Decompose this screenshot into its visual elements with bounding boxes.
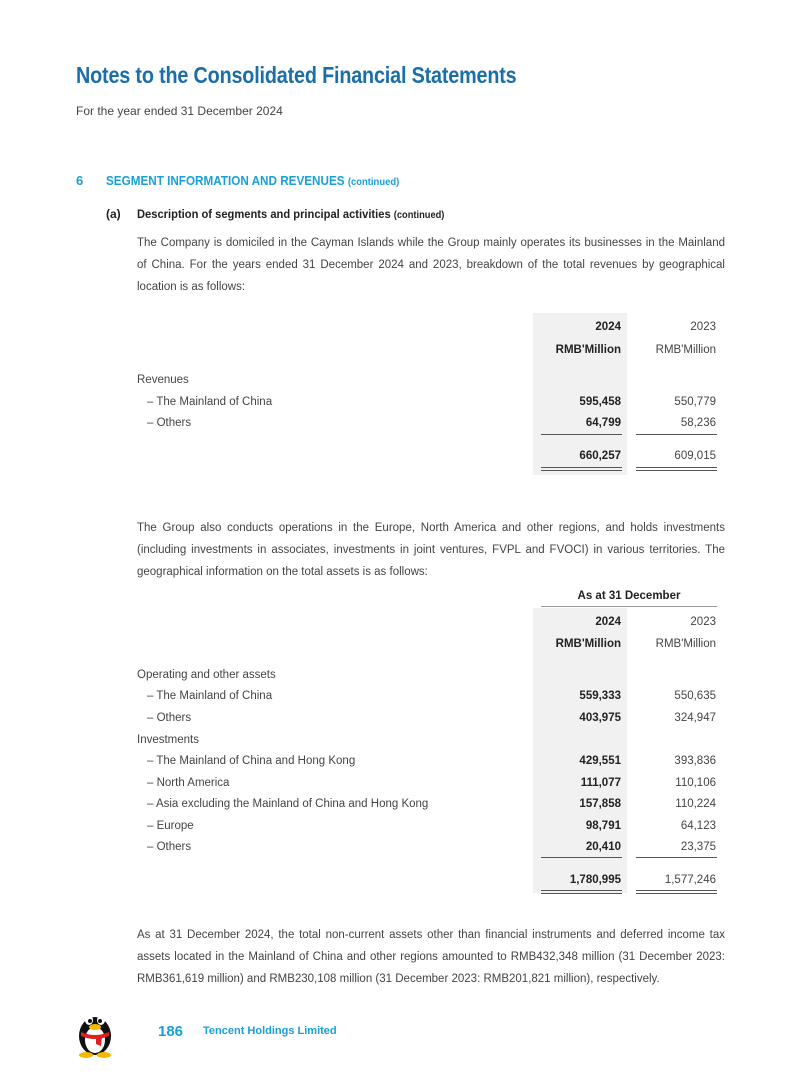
table-row-label: – Asia excluding the Mainland of China and Hong Kong <box>147 798 429 810</box>
table-row-label: – The Mainland of China <box>147 396 273 408</box>
table-cell-2024: 64,799 <box>585 417 621 429</box>
section-title-text: SEGMENT INFORMATION AND REVENUES <box>106 173 345 188</box>
table-cell-2024: 559,333 <box>579 690 621 702</box>
table-cell-2023: 324,947 <box>674 712 716 724</box>
paragraph-revenue-intro: The Company is domiciled in the Cayman Islands while the Group mainly operates its businesses in the Mainland of China. For the years ended 31 December 2024 and 2023, breakdown of the total revenues by geographical location is as follows: <box>137 237 725 293</box>
subsection-number: (a) <box>106 207 121 221</box>
company-name: Tencent Holdings Limited <box>203 1025 337 1037</box>
table1-col1-year: 2024 <box>595 321 621 333</box>
table1-total-2023: 609,015 <box>674 450 716 462</box>
table-cell-2024: 595,458 <box>579 396 621 408</box>
table2-span-rule <box>541 606 717 607</box>
table1-total-rule <box>541 470 622 471</box>
table1-subtotal-rule <box>541 434 622 435</box>
table-cell-2024: 111,077 <box>580 777 621 789</box>
subsection-title <box>137 207 444 221</box>
table2-total-2023: 1,577,246 <box>664 874 716 886</box>
table2-total-rule <box>636 893 717 894</box>
table2-col1-year: 2024 <box>595 616 621 628</box>
paragraph-noncurrent-assets: As at 31 December 2024, the total non-current assets other than financial instruments and deferred income tax assets located in the Mainland of China and other regions amounted to RMB432,348 million (31 December 2023: RMB361,619 million) and RMB230,108 million (31 December 2023: RMB201,821 million), respectively. <box>137 929 725 985</box>
table2-total-rule <box>541 890 622 891</box>
table-cell-2023: 110,106 <box>675 777 716 789</box>
table2-total-2024: 1,780,995 <box>569 874 621 886</box>
table1-total-2024: 660,257 <box>579 450 621 462</box>
section-continued: (continued) <box>347 176 400 188</box>
table-row-label: – Europe <box>147 820 194 832</box>
table-cell-2023: 64,123 <box>680 820 716 832</box>
page-title: Notes to the Consolidated Financial Statements <box>76 62 517 88</box>
table-cell-2023: 550,635 <box>674 690 716 702</box>
page-subtitle: For the year ended 31 December 2024 <box>76 104 283 118</box>
table-cell-2023: 23,375 <box>680 841 716 853</box>
table-cell-2023: 110,224 <box>675 798 716 810</box>
page-number: 186 <box>158 1023 184 1040</box>
table-row-label: – Others <box>147 417 192 429</box>
table2-span-header: As at 31 December <box>577 590 681 602</box>
table1-subtotal-rule <box>636 434 717 435</box>
section-title <box>106 173 399 188</box>
table2-col1-unit: RMB'Million <box>555 638 621 650</box>
table2-col2-year: 2023 <box>690 616 716 628</box>
table2-subtotal-rule <box>636 857 717 858</box>
table2-subtotal-rule <box>541 857 622 858</box>
table1-total-rule <box>636 470 717 471</box>
table1-col1-unit: RMB'Million <box>555 344 621 356</box>
table-cell-2024: 157,858 <box>579 798 621 810</box>
table-row-label: – North America <box>147 777 230 789</box>
table1-group-label: Revenues <box>137 374 189 386</box>
table-row-label: – The Mainland of China and Hong Kong <box>147 755 356 767</box>
table-cell-2023: 393,836 <box>674 755 716 767</box>
table-cell-2023: 550,779 <box>674 396 716 408</box>
subsection-continued: (continued) <box>393 210 445 221</box>
table-cell-2024: 98,791 <box>585 820 621 832</box>
table-cell-2023: 58,236 <box>680 417 716 429</box>
table-cell-2024: 20,410 <box>585 841 621 853</box>
table1-total-rule <box>636 467 717 468</box>
subsection-title-text: Description of segments and principal activities <box>137 207 391 221</box>
table-row-label: – Others <box>147 712 192 724</box>
table2-total-rule <box>636 890 717 891</box>
table-cell-2024: 429,551 <box>579 755 621 767</box>
table2-group1-label: Operating and other assets <box>137 669 276 681</box>
section-number: 6 <box>76 173 84 188</box>
table2-group2-label: Investments <box>137 734 199 746</box>
table2-total-rule <box>541 893 622 894</box>
table1-total-rule <box>541 467 622 468</box>
table-row-label: – The Mainland of China <box>147 690 273 702</box>
qq-penguin-icon <box>74 1006 116 1058</box>
paragraph-assets-intro: The Group also conducts operations in the Europe, North America and other regions, and holds investments (including investments in associates, investments in joint ventures, FVPL and FVOCI) in various territories. The geographical information on the total assets is as follows: <box>137 522 725 578</box>
table1-col2-year: 2023 <box>690 321 716 333</box>
table2-col2-unit: RMB'Million <box>655 638 716 650</box>
table1-col2-unit: RMB'Million <box>655 344 716 356</box>
table-cell-2024: 403,975 <box>579 712 621 724</box>
table-row-label: – Others <box>147 841 192 853</box>
